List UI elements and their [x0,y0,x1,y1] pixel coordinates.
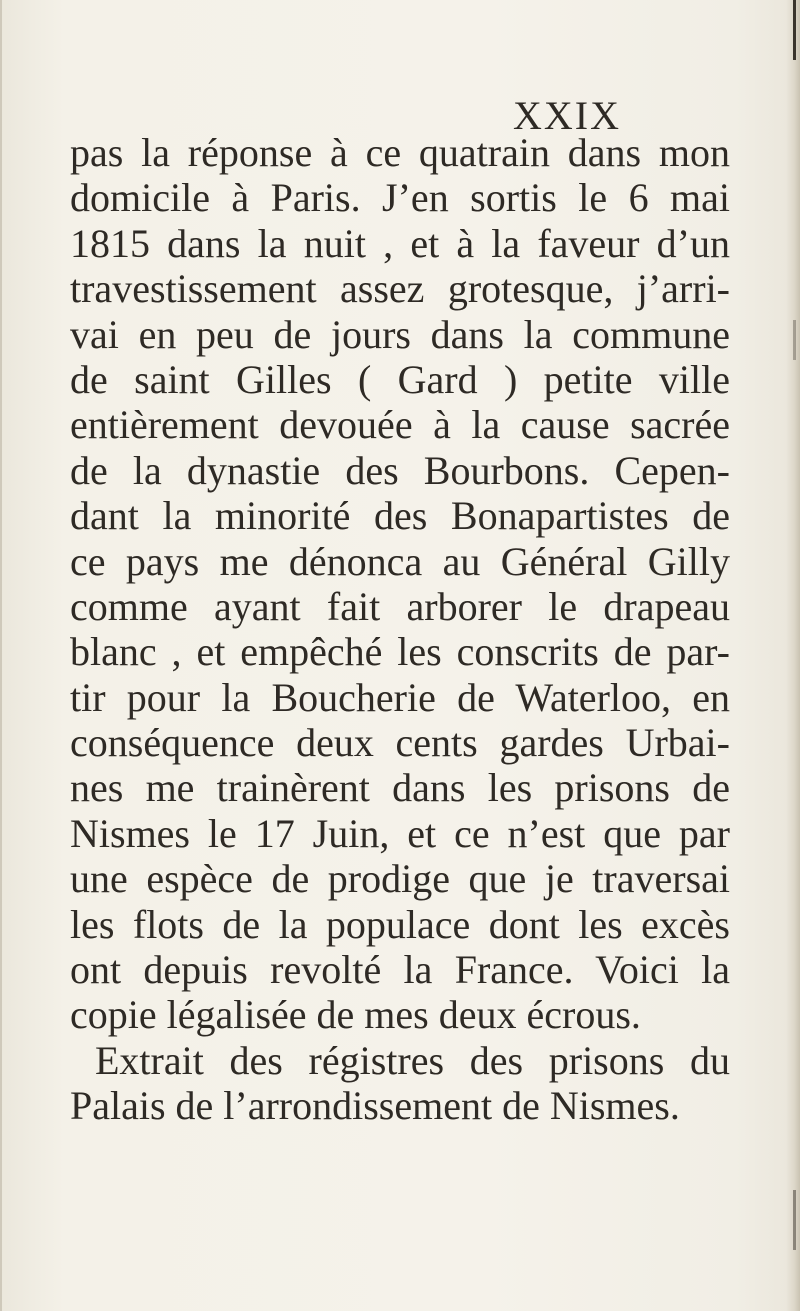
text-line: les flots de la populace dont les excès [70,901,730,947]
text-line: blanc , et empêché les conscrits de par- [70,629,730,675]
text-line: ce pays me dénonca au Général Gilly [70,538,730,584]
page-number: XXIX [513,93,621,138]
page-right-edge [786,0,800,1311]
text-line: ont depuis revolté la France. Voici la [70,947,730,993]
edge-ink-mark [793,1190,796,1250]
text-line: conséquence deux cents gardes Urbai- [70,720,730,766]
text-line: Nismes le 17 Juin, et ce n’est que par [70,810,730,856]
page-left-edge [0,0,2,1311]
edge-ink-mark [793,0,796,60]
body-text [70,130,730,1129]
text-line: 1815 dans la nuit , et à la faveur d’un [70,220,730,266]
text-line: pas la réponse à ce quatrain dans mon [70,130,730,175]
text-line: Palais de l’arrondissement de Nismes. [70,1083,680,1129]
text-line: tir pour la Boucherie de Waterloo, en [70,674,730,720]
text-line: nes me trainèrent dans les prisons de [70,765,730,811]
edge-ink-mark [793,320,796,360]
text-line: comme ayant fait arborer le drapeau [70,583,730,629]
text-line: une espèce de prodige que je traversai [70,856,730,902]
text-line: Extrait des régistres des prisons du [95,1037,730,1083]
text-line: de saint Gilles ( Gard ) petite ville [70,356,730,402]
text-line: de la dynastie des Bourbons. Cepen- [70,447,730,493]
text-line: vai en peu de jours dans la commune [70,311,730,357]
text-line: travestissement assez grotesque, j’arri- [70,266,730,312]
text-line: entièrement devouée à la cause sacrée [70,402,730,448]
text-line: copie légalisée de mes deux écrous. [70,992,641,1038]
text-line: dant la minorité des Bonapartistes de [70,493,730,539]
text-line: domicile à Paris. J’en sortis le 6 mai [70,175,730,221]
